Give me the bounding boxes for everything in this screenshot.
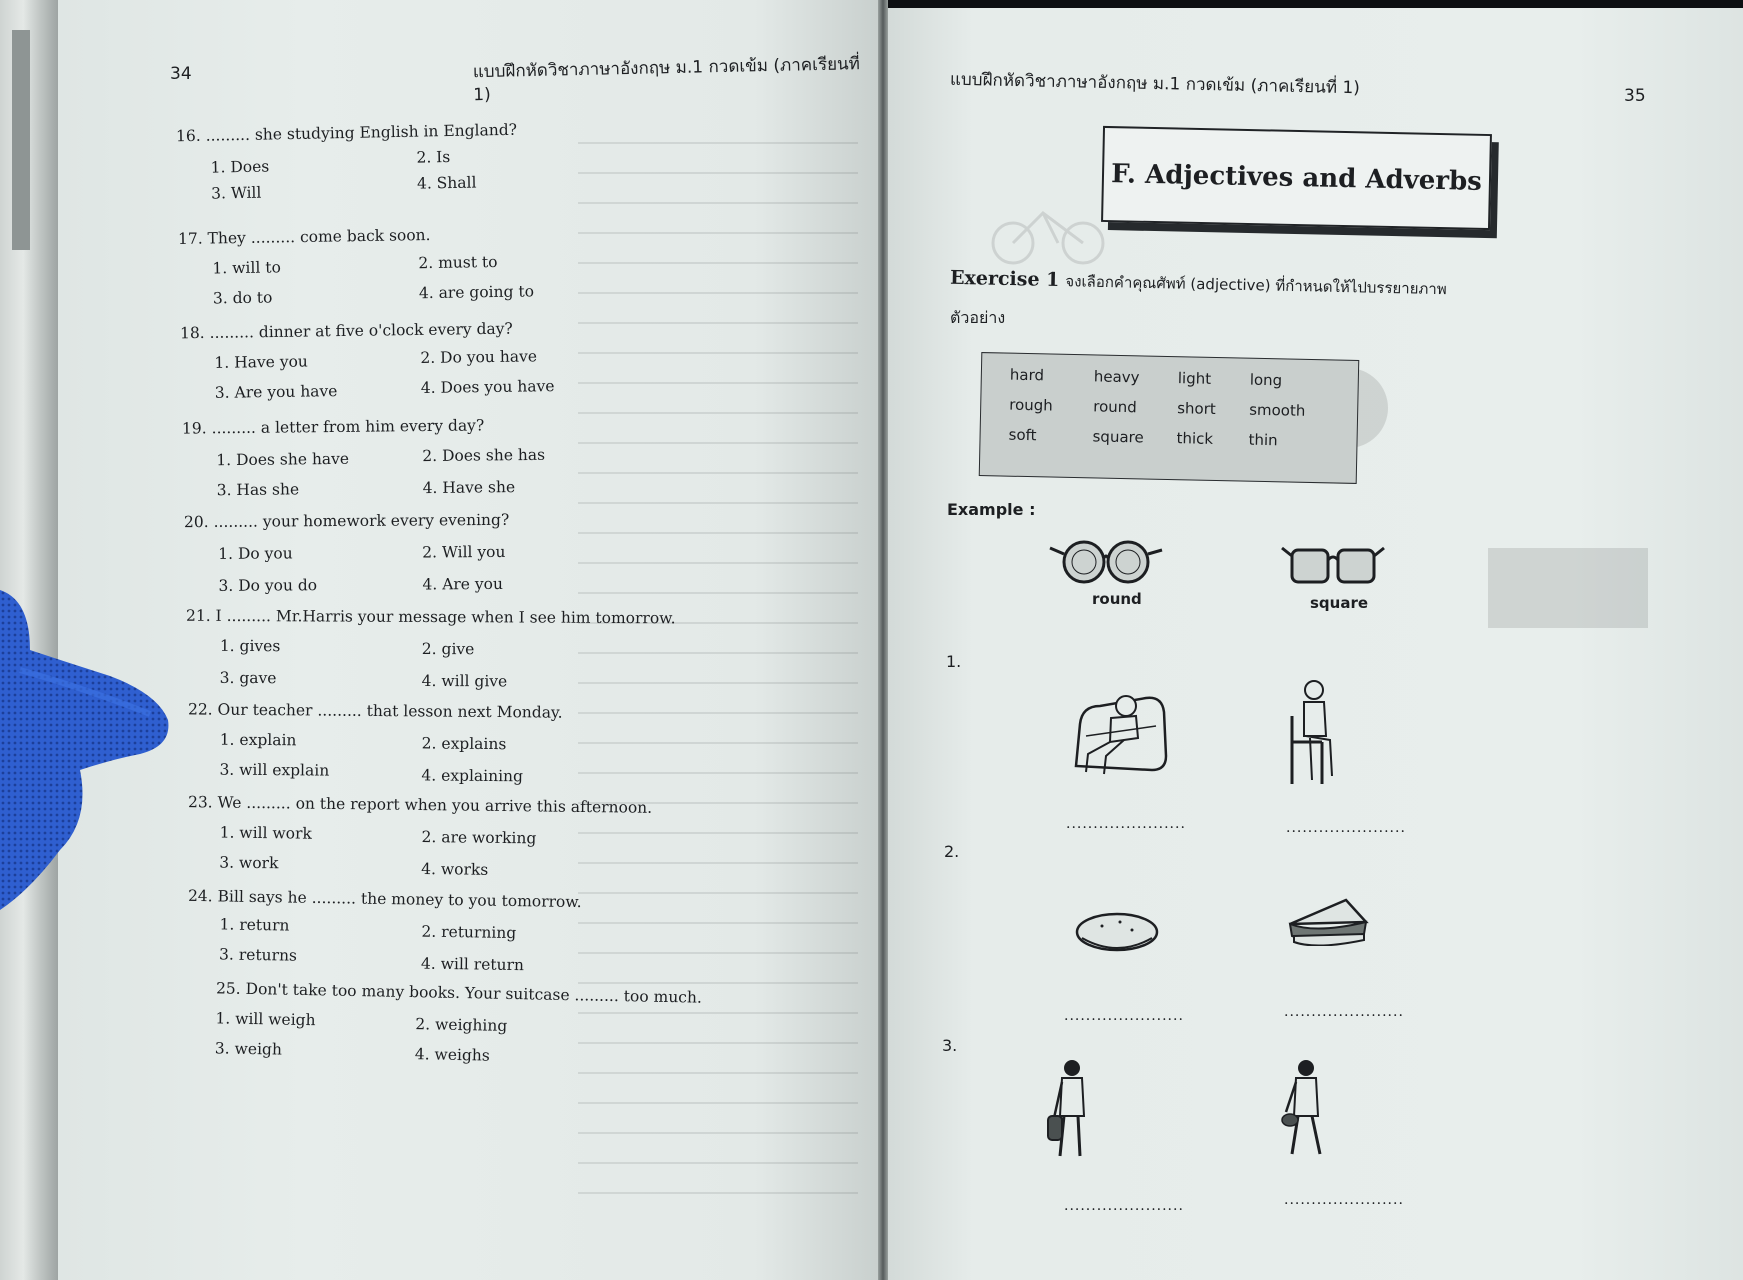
exercise-instruction-2: ตัวอย่าง (950, 308, 1006, 327)
question-24 (187, 886, 582, 975)
item-number-1: 1. (946, 652, 962, 671)
right-page-header: แบบฝึกหัดวิชาภาษาอังกฤษ ม.1 กวดเข้ม (ภาคเรียนที่ 1) (949, 69, 1361, 99)
option: 3. will explain (219, 760, 330, 780)
option: 3. Will (210, 183, 262, 203)
question-stem: 25. Don't take too many books. Your suitcase ......... too much. (215, 979, 703, 1007)
option: 3. Has she (216, 480, 300, 500)
left-page-header: แบบฝึกหัดวิชาภาษาอังกฤษ ม.1 กวดเข้ม (ภาคเรียนที่ 1) (472, 54, 861, 106)
item-number-3: 3. (942, 1036, 958, 1055)
option: 1. Do you (218, 544, 293, 563)
option: 2. weighing (415, 1015, 508, 1035)
option: 1. explain (219, 730, 297, 750)
question-stem: 22. Our teacher ......... that lesson next Monday. (187, 700, 563, 722)
question-stem: 18. ......... dinner at five o'clock every day? (179, 319, 513, 343)
question-stem: 19. ......... a letter from him every day? (181, 416, 485, 438)
option: 1. will work (219, 823, 312, 843)
question-stem: 21. I ......... Mr.Harris your message when I see him tomorrow. (185, 606, 676, 628)
option: 1. will to (212, 258, 281, 278)
sandwich-icon (1286, 894, 1370, 946)
bread-roll-icon (1072, 908, 1162, 958)
option: 2. Is (416, 148, 451, 167)
option: 2. are working (421, 828, 537, 848)
word-bank-item: round (1093, 397, 1137, 417)
book-gutter (878, 0, 888, 1280)
example-label: Example : (947, 500, 1036, 519)
option: 2. Will you (422, 542, 506, 562)
option: 4. explaining (421, 766, 524, 786)
edge-stripe (12, 30, 30, 250)
question-19 (181, 416, 546, 500)
question-20 (183, 510, 510, 595)
option: 4. will return (420, 954, 525, 975)
option: 2. give (421, 639, 475, 659)
option: 1. Does she have (216, 449, 350, 470)
square-glasses-icon (1278, 534, 1388, 592)
word-bank-item: rough (1009, 395, 1053, 415)
word-bank-item: long (1249, 370, 1283, 390)
option: 3. do to (212, 288, 273, 308)
option: 2. returning (421, 922, 517, 943)
word-bank-item: thin (1248, 430, 1278, 450)
option: 1. gives (219, 636, 281, 656)
left-page (58, 0, 878, 1280)
question-16 (175, 120, 518, 203)
option: 3. weigh (214, 1039, 283, 1059)
section-title: F. Adjectives and Adverbs (1110, 159, 1483, 197)
section-title-box (1101, 126, 1492, 230)
right-page (888, 8, 1743, 1280)
option: 2. must to (418, 252, 498, 273)
option: 3. Are you have (214, 382, 338, 402)
option: 3. work (219, 853, 279, 873)
option: 4. Shall (416, 173, 477, 193)
word-bank-item: soft (1008, 425, 1037, 445)
question-22 (187, 700, 563, 786)
example-word-round: round (1092, 590, 1142, 608)
question-stem: 23. We ......... on the report when you arrive this afternoon. (187, 793, 653, 817)
bleed-through-bicycle (988, 198, 1108, 268)
option: 1. will weigh (215, 1009, 316, 1030)
exercise-label: Exercise 1 (949, 266, 1060, 292)
option: 4. weighs (414, 1045, 490, 1065)
answer-blank[interactable]: ...................... (1064, 1198, 1184, 1214)
exercise-heading (950, 267, 1447, 301)
blue-glove (0, 590, 175, 920)
question-17 (177, 226, 535, 308)
word-bank-item: hard (1009, 365, 1045, 385)
option: 4. works (421, 860, 489, 879)
answer-blank[interactable]: ...................... (1066, 816, 1186, 832)
question-18 (179, 319, 555, 402)
example-word-square: square (1310, 594, 1369, 612)
question-stem: 20. ......... your homework every evening? (183, 510, 510, 532)
word-bank-item: smooth (1249, 400, 1306, 420)
question-stem: 17. They ......... come back soon. (177, 226, 431, 248)
left-page-number: 34 (170, 64, 192, 84)
option: 3. returns (218, 945, 298, 965)
option: 2. Do you have (420, 347, 538, 367)
option: 3. gave (219, 668, 277, 688)
round-glasses-icon (1046, 530, 1166, 588)
right-page-number: 35 (1624, 86, 1646, 106)
option: 4. Have she (422, 478, 516, 498)
option: 4. Are you (422, 574, 504, 594)
question-21 (185, 606, 676, 691)
man-carrying-heavy-bag-icon (1046, 1058, 1102, 1162)
option: 1. Have you (214, 352, 308, 372)
word-bank-item: square (1092, 427, 1144, 447)
question-stem: 24. Bill says he ......... the money to you tomorrow. (187, 886, 582, 912)
option: 1. Does (210, 157, 270, 177)
option: 4. are going to (418, 282, 535, 303)
word-bank-item: thick (1176, 429, 1214, 448)
word-bank-item: light (1177, 369, 1212, 388)
option: 4. will give (421, 671, 508, 691)
option: 3. Do you do (218, 576, 318, 595)
item-number-2: 2. (944, 842, 960, 861)
option: 2. explains (421, 734, 507, 754)
bleed-through (578, 120, 858, 1220)
word-bank-item: short (1177, 399, 1216, 418)
option: 4. Does you have (420, 377, 555, 397)
man-in-armchair-icon (1066, 676, 1176, 776)
word-bank (979, 352, 1360, 484)
option: 2. Does she has (422, 445, 546, 466)
answer-blank[interactable]: ...................... (1286, 820, 1406, 836)
option: 1. return (219, 915, 290, 935)
answer-blank[interactable]: ...................... (1064, 1008, 1184, 1024)
question-stem: 16. ......... she studying English in England? (175, 120, 518, 146)
answer-blank[interactable]: ...................... (1284, 1004, 1404, 1020)
word-bank-item: heavy (1093, 367, 1140, 387)
man-carrying-light-bag-icon (1280, 1058, 1336, 1162)
exercise-instruction: จงเลือกคำคุณศัพท์ (adjective) ที่กำหนดให้ไปบรรยายภาพ (1065, 272, 1447, 299)
man-on-hard-chair-icon (1286, 676, 1348, 788)
answer-blank[interactable]: ...................... (1284, 1192, 1404, 1208)
